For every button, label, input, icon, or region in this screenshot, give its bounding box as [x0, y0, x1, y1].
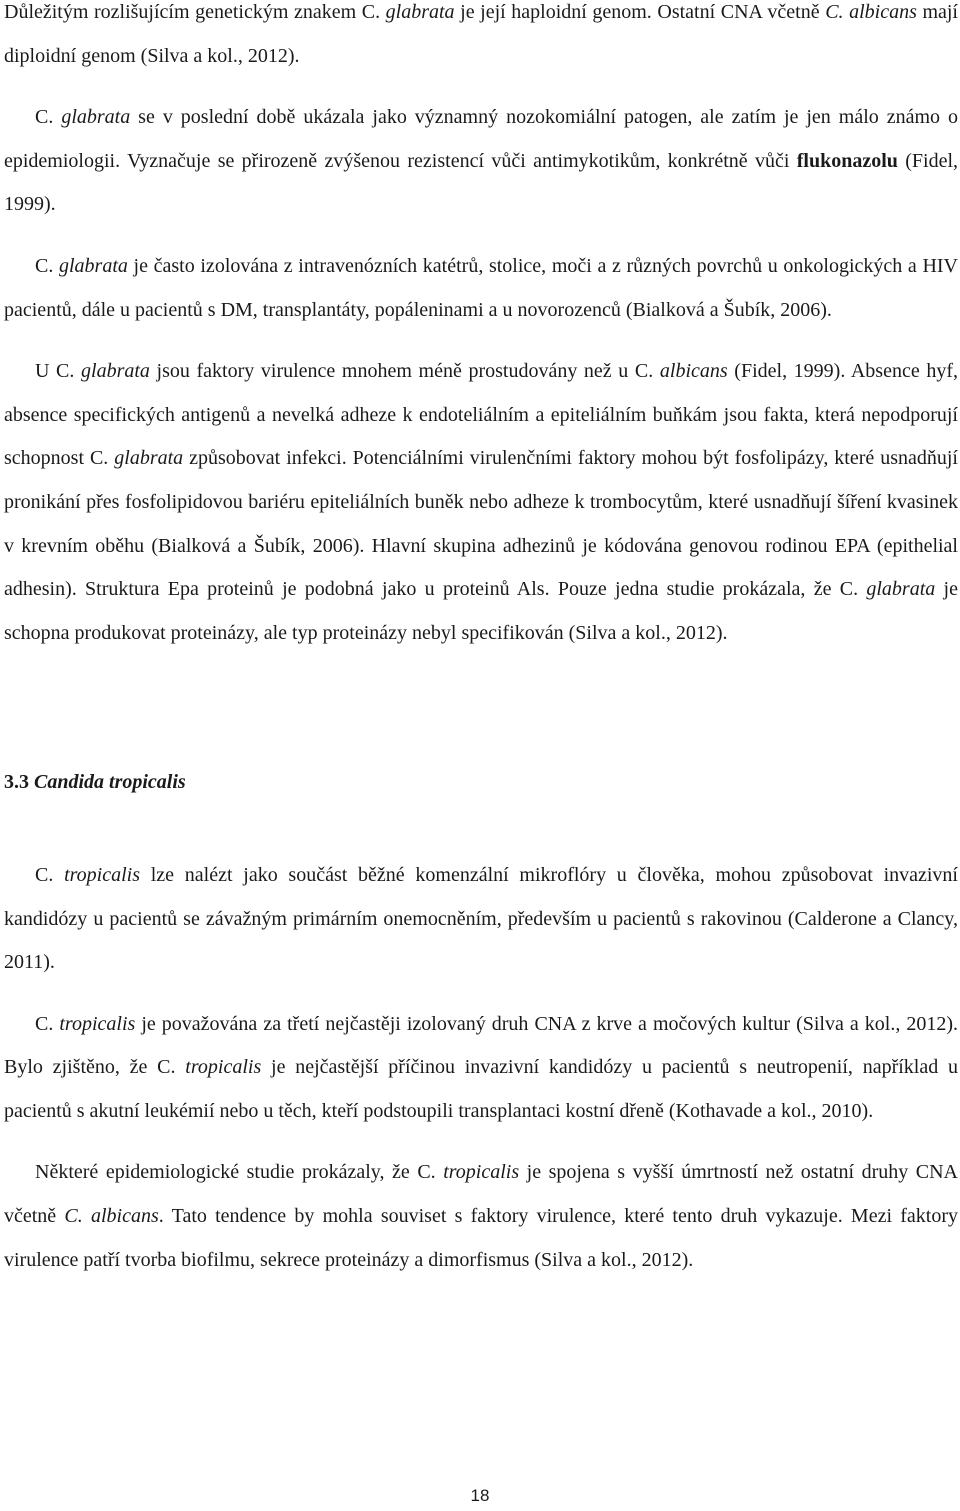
- paragraph-tropicalis-frequency: [4, 1003, 958, 1134]
- text-run: U C.: [35, 360, 82, 383]
- paragraph-nosocomial: [4, 96, 958, 227]
- italic-term: tropicalis: [59, 1012, 136, 1035]
- text-run: je často izolována z intravenózních katétrů, stolice, moči a z různých povrchů u onkologických a HIV pacientů, dále u pacientů s DM, transplantáty, popáleninami a u novorozenců (Bialková a Šubík, 2006).: [4, 254, 958, 321]
- italic-term: glabrata: [385, 1, 455, 23]
- paragraph-virulence: [4, 350, 958, 655]
- paragraph-isolation: [4, 245, 958, 332]
- italic-term: tropicalis: [64, 863, 141, 886]
- paragraph-tropicalis-intro: [4, 854, 958, 985]
- text-run: Důležitým rozlišujícím genetickým znakem C.: [4, 1, 386, 23]
- text-run: (Fidel, 1999).: [4, 149, 958, 216]
- text-run: C.: [35, 254, 59, 277]
- page-number: 18: [470, 1486, 490, 1505]
- text-run: lze nalézt jako součást běžné komenzální mikroflóry u člověka, mohou způsobovat invazivní kandidózy u pacientů se závažným primárním onemocněním, především u pacientů s rakovinou (Calderone a Clancy, 2011).: [4, 863, 958, 974]
- text-run: je považována za třetí nejčastěji izolovaný druh CNA z krve a močových kultur (Silva a kol., 2012). Bylo zjištěno, že C.: [4, 1012, 959, 1079]
- text-run: je nejčastější příčinou invazivní kandidózy u pacientů s neutropenií, například u pacientů s akutní leukémií nebo u těch, kteří podstoupili transplantaci kostní dřeně (Kothavade a kol., 2010).: [4, 1056, 958, 1122]
- text-run: C.: [35, 863, 65, 886]
- text-run: způsobovat infekci. Potenciálními virulenčními faktory mohou být fosfolipázy, které usnadňují pronikání přes fosfolipidovou bariéru epiteliálních buněk nebo adheze k trombocytům, které usnadňují šíření kvasinek v krevním oběhu (Bialková a Šubík, 2006). Hlavní skupina adhezinů je kódována genovou rodinou EPA (epithelial adhesin). Struktura Epa proteinů je podobná jako u proteinů Als. Pouze jedna studie prokázala, že C.: [4, 447, 958, 601]
- section-title: Candida tropicalis: [34, 771, 186, 794]
- text-run: jsou faktory virulence mnohem méně prostudovány než u C.: [149, 360, 660, 383]
- paragraph-tropicalis-mortality: [4, 1151, 958, 1282]
- italic-term: glabrata: [81, 360, 150, 383]
- italic-term: C. albicans: [64, 1205, 159, 1228]
- italic-term: glabrata: [866, 578, 936, 601]
- italic-term: tropicalis: [443, 1161, 520, 1184]
- text-run: . Tato tendence by mohla souviset s faktory virulence, které tento druh vykazuje. Mezi faktory virulence patří tvorba biofilmu, sekrece proteinázy a dimorfismus (Silva a kol., 2012).: [4, 1205, 958, 1271]
- text-run: se v poslední době ukázala jako významný nozokomiální patogen, ale zatím je jen málo známo o epidemiologii. Vyznačuje se přirozeně zvýšenou rezistencí vůči antimykotikům, konkrétně vůči: [4, 106, 959, 172]
- italic-term: glabrata: [114, 447, 184, 470]
- italic-term: albicans: [659, 360, 728, 383]
- paragraph-genome: [4, 0, 958, 78]
- section-number: 3.3: [4, 771, 29, 794]
- text-run: je její haploidní genom. Ostatní CNA včetně: [454, 1, 826, 23]
- text-run: C.: [35, 1012, 60, 1035]
- italic-term: glabrata: [61, 106, 131, 129]
- section-heading: [4, 761, 958, 805]
- text-run: je spojena s vyšší úmrtností než ostatní druhy CNA včetně: [4, 1161, 959, 1228]
- document-page: [4, 0, 958, 1282]
- italic-term: glabrata: [59, 254, 128, 277]
- text-run: (Fidel, 1999). Absence hyf, absence specifických antigenů a nevelká adheze k endoteliálním a epiteliálním buňkám jsou fakta, která nepodporují schopnost C.: [4, 360, 958, 470]
- italic-term: tropicalis: [185, 1056, 262, 1079]
- italic-term: C. albicans: [825, 1, 917, 23]
- text-run: je schopna produkovat proteinázy, ale typ proteinázy nebyl specifikován (Silva a kol., 2012).: [4, 578, 958, 644]
- text-run: C.: [35, 106, 62, 129]
- text-run: mají diploidní genom (Silva a kol., 2012).: [4, 1, 958, 67]
- bold-term: flukonazolu: [796, 149, 898, 172]
- text-run: Některé epidemiologické studie prokázaly, že C.: [35, 1161, 444, 1184]
